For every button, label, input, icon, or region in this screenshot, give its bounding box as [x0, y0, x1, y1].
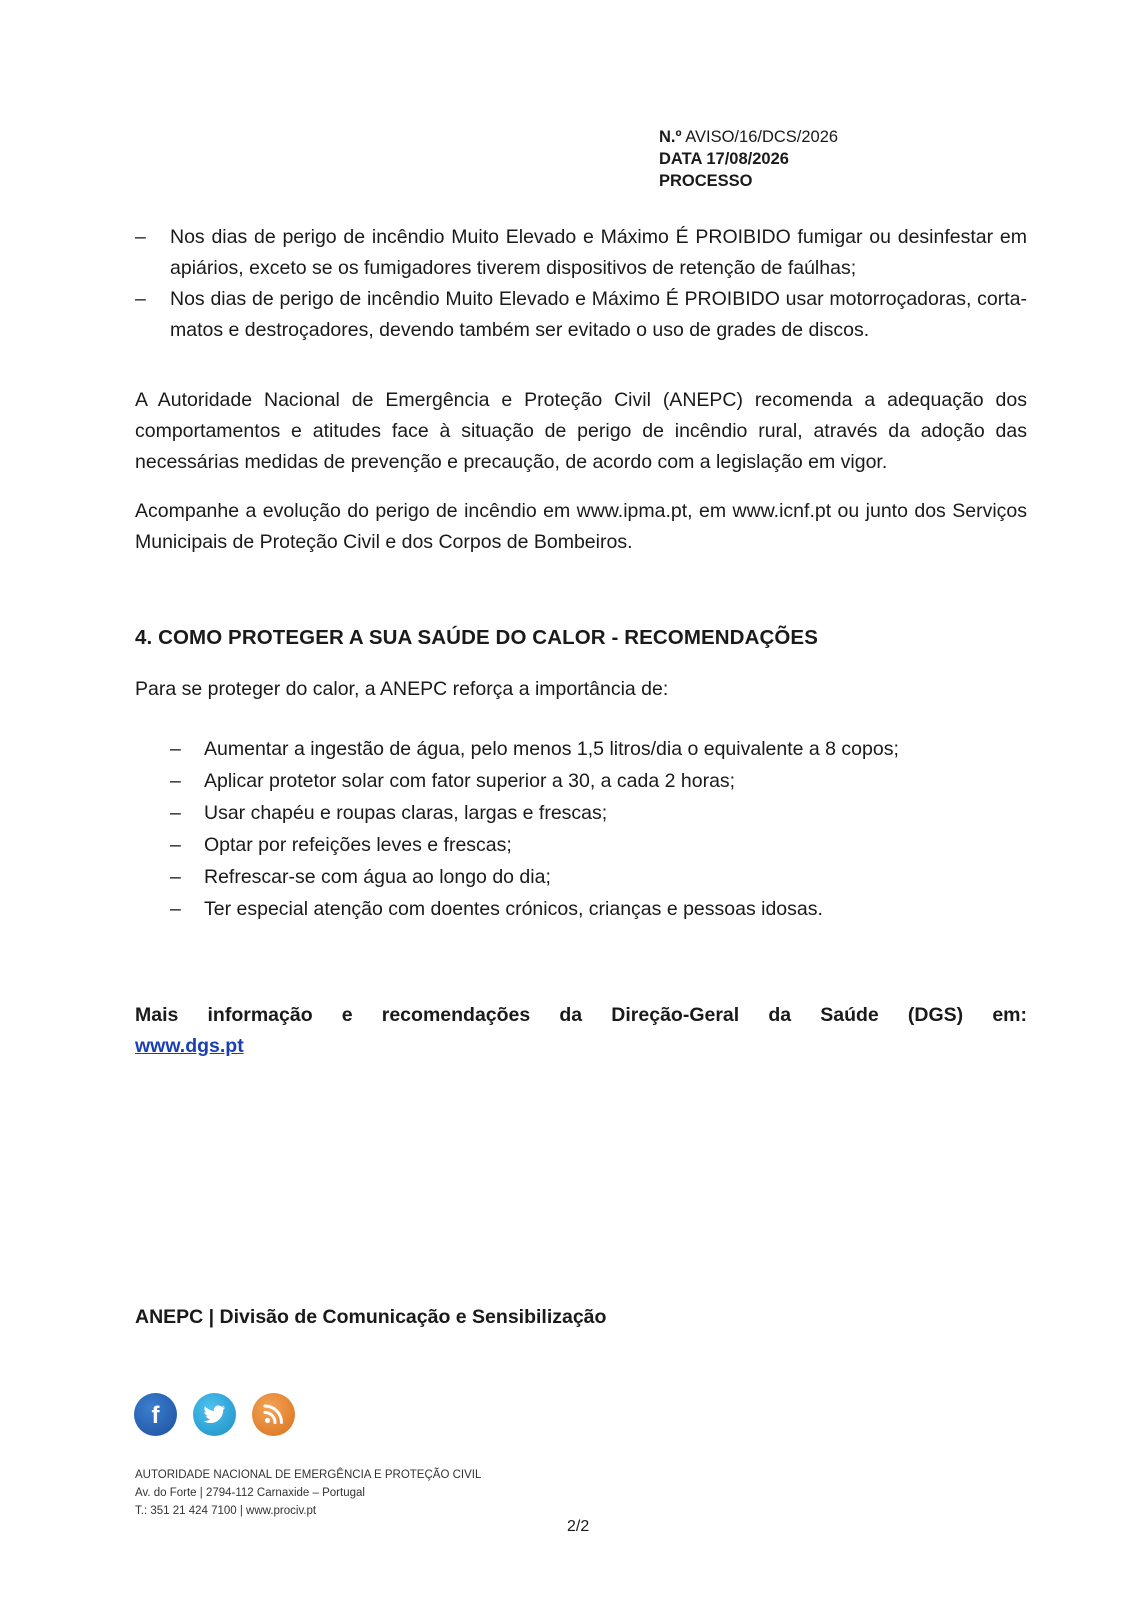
- more-info-line: [135, 1000, 1027, 1031]
- list-item-text: Refrescar-se com água ao longo do dia;: [204, 866, 551, 888]
- fire-prohibitions-list: [135, 222, 1027, 346]
- section-heading: 4. COMO PROTEGER A SUA SAÚDE DO CALOR - RECOMENDAÇÕES: [135, 626, 818, 649]
- list-item: [170, 861, 899, 893]
- footer-org: AUTORIDADE NACIONAL DE EMERGÊNCIA E PROTEÇÃO CIVIL: [135, 1469, 482, 1481]
- more-info-word: e: [341, 1004, 353, 1026]
- page-number: 2/2: [567, 1518, 590, 1535]
- notice-number-value: AVISO/16/DCS/2026: [685, 128, 839, 146]
- paragraph-text: Acompanhe a evolução do perigo de incêndio em www.ipma.pt, em www.icnf.pt ou junto dos Serviços Municipais de Proteção Civil e dos Corpos de Bombeiros.: [135, 500, 1027, 553]
- list-item-text: Nos dias de perigo de incêndio Muito Elevado e Máximo É PROIBIDO usar motorroçadoras, corta-matos e destroçadores, devendo também ser evitado o uso de grades de discos.: [170, 288, 1027, 341]
- facebook-icon[interactable]: [134, 1393, 177, 1436]
- notice-number-label: N.º: [659, 128, 682, 146]
- twitter-icon[interactable]: [193, 1393, 236, 1436]
- notice-date: DATA 17/08/2026: [659, 150, 789, 168]
- footer-address: Av. do Forte | 2794-112 Carnaxide – Portugal: [135, 1487, 365, 1499]
- more-info-word: informação: [207, 1004, 313, 1026]
- list-item-text: Usar chapéu e roupas claras, largas e frescas;: [204, 802, 608, 824]
- list-dash: –: [170, 834, 181, 856]
- list-dash: –: [170, 866, 181, 888]
- more-info-word: da: [559, 1004, 583, 1026]
- notice-number: [659, 126, 838, 148]
- list-item: [170, 893, 899, 925]
- section-intro: Para se proteger do calor, a ANEPC reforça a importância de:: [135, 678, 669, 700]
- document-header: [659, 126, 838, 192]
- more-info-word: recomendações: [381, 1004, 531, 1026]
- list-item-text: Ter especial atenção com doentes crónicos, crianças e pessoas idosas.: [204, 898, 823, 920]
- list-item-text: Aumentar a ingestão de água, pelo menos 1,5 litros/dia o equivalente a 8 copos;: [204, 738, 899, 760]
- list-item: [135, 222, 1027, 284]
- heat-recommendations-list: [170, 733, 899, 925]
- dgs-link[interactable]: www.dgs.pt: [135, 1035, 244, 1057]
- list-dash: –: [170, 898, 181, 920]
- more-info-word: em:: [992, 1004, 1027, 1026]
- paragraph-follow-danger: [135, 496, 1027, 558]
- footer: [135, 1466, 481, 1520]
- social-links: [134, 1393, 295, 1436]
- list-dash: –: [135, 226, 146, 248]
- list-item: [170, 829, 899, 861]
- list-item: [170, 797, 899, 829]
- list-item-text: Optar por refeições leves e frescas;: [204, 834, 512, 856]
- paragraph-text: A Autoridade Nacional de Emergência e Proteção Civil (ANEPC) recomenda a adequação dos comportamentos e atitudes face à situação de perigo de incêndio rural, através da adoção das necessárias medidas de prevenção e precaução, de acordo com a legislação em vigor.: [135, 389, 1027, 473]
- more-info-word: da: [768, 1004, 792, 1026]
- more-info-word: Mais: [135, 1004, 179, 1026]
- more-info: [135, 1000, 1027, 1062]
- list-dash: –: [170, 802, 181, 824]
- more-info-word: (DGS): [907, 1004, 964, 1026]
- paragraph-anepc-recommendation: [135, 385, 1027, 478]
- svg-text:f: f: [151, 1402, 160, 1429]
- list-dash: –: [170, 738, 181, 760]
- list-item-text: Nos dias de perigo de incêndio Muito Elevado e Máximo É PROIBIDO fumigar ou desinfestar em apiários, exceto se os fumigadores tiverem dispositivos de retenção de faúlhas;: [170, 226, 1027, 279]
- more-info-word: Saúde: [820, 1004, 879, 1026]
- list-item: [135, 284, 1027, 346]
- list-item: [170, 765, 899, 797]
- list-dash: –: [135, 288, 146, 310]
- list-dash: –: [170, 770, 181, 792]
- signature: ANEPC | Divisão de Comunicação e Sensibilização: [135, 1306, 607, 1328]
- notice-process: PROCESSO: [659, 172, 753, 190]
- rss-icon[interactable]: [252, 1393, 295, 1436]
- list-item-text: Aplicar protetor solar com fator superior a 30, a cada 2 horas;: [204, 770, 736, 792]
- more-info-word: Direção-Geral: [611, 1004, 740, 1026]
- footer-contact: T.: 351 21 424 7100 | www.prociv.pt: [135, 1505, 317, 1517]
- list-item: [170, 733, 899, 765]
